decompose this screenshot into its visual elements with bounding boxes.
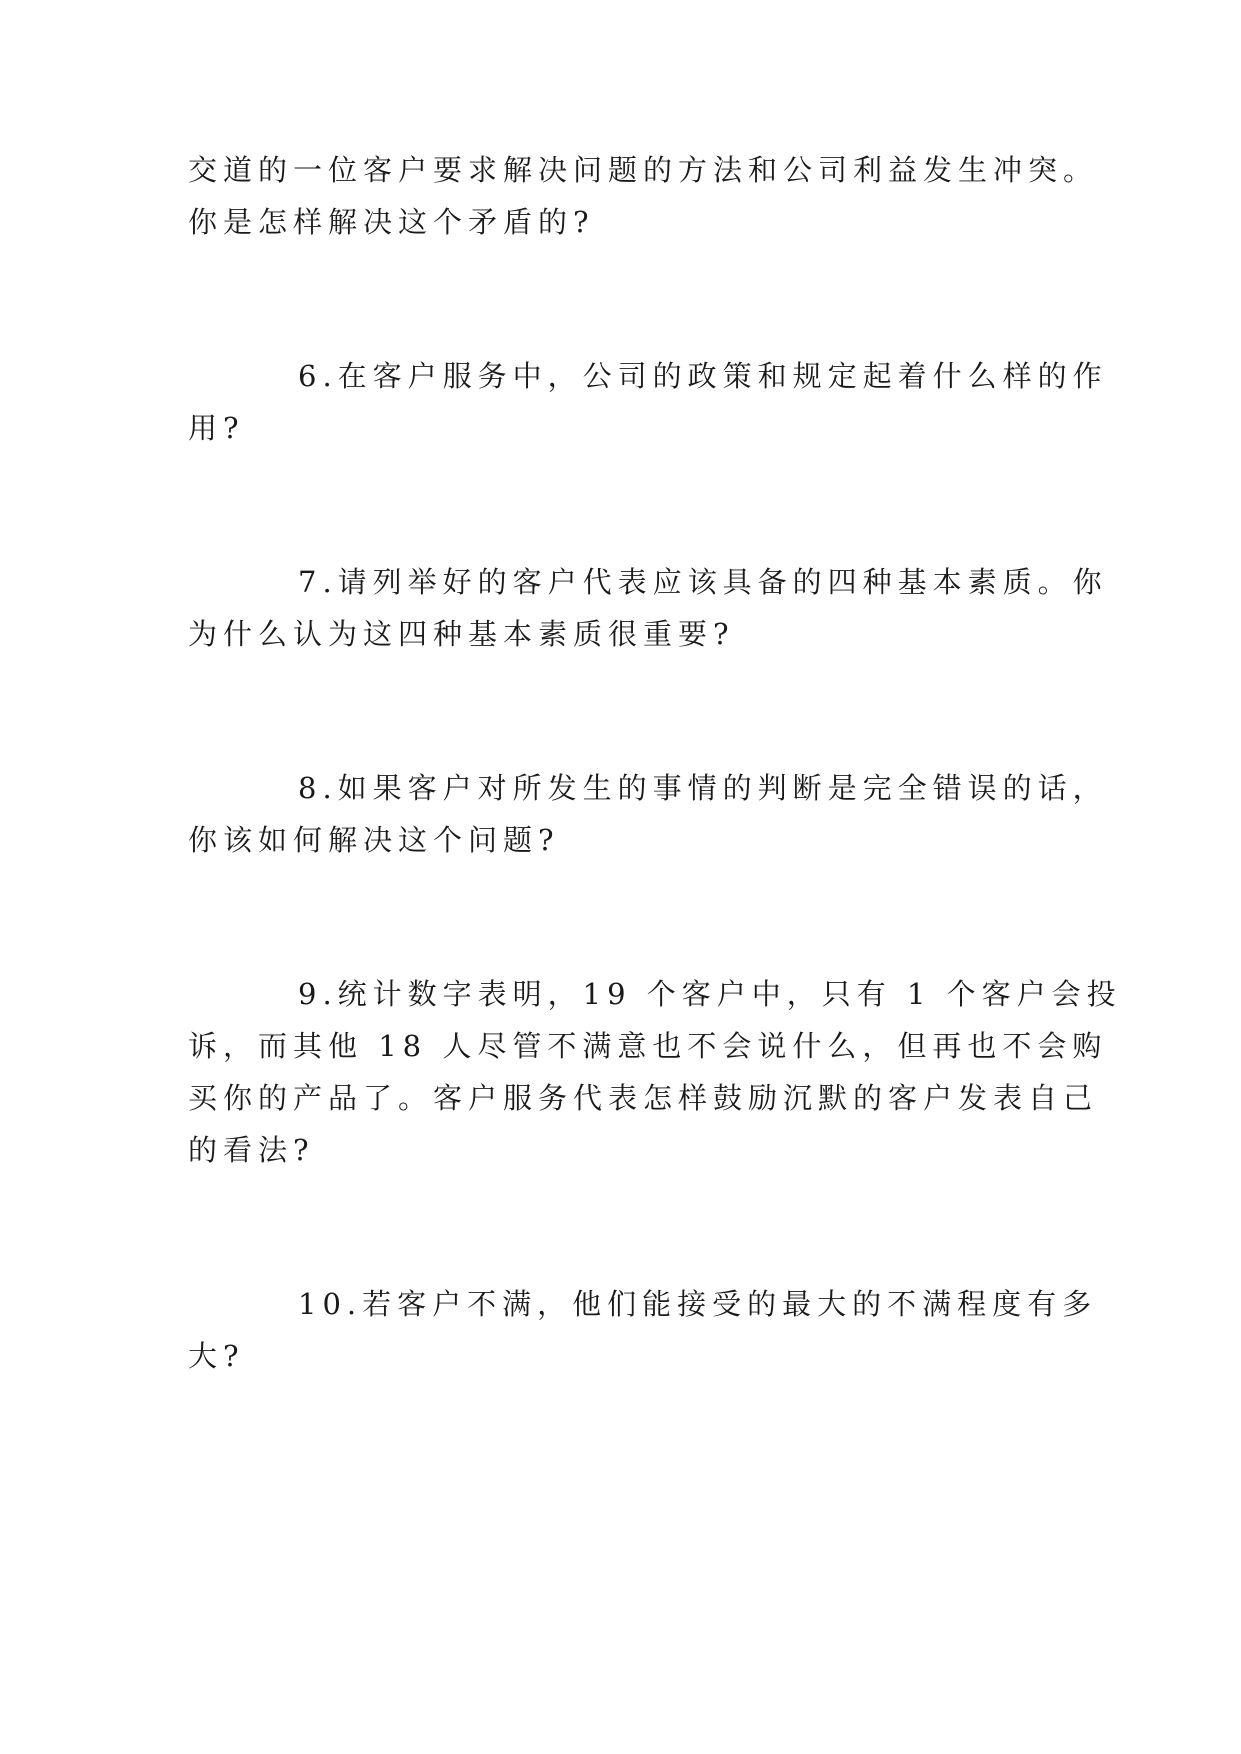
question-7-line-1: 7.请列举好的客户代表应该具备的四种基本素质。你: [298, 565, 1108, 599]
text-line: 为什么认为这四种基本素质很重要?: [188, 617, 735, 651]
question-6-line-1: 6.在客户服务中，公司的政策和规定起着什么样的作: [298, 359, 1108, 393]
text-line: 买你的产品了。客户服务代表怎样鼓励沉默的客户发表自己: [188, 1081, 1099, 1115]
text-line: 用?: [188, 411, 245, 445]
question-10-line-1: 10.若客户不满，他们能接受的最大的不满程度有多: [298, 1287, 1098, 1321]
text-line: 的看法?: [188, 1133, 315, 1167]
question-9-line-1: 9.统计数字表明，19 个客户中，只有 1 个客户会投: [298, 977, 1122, 1011]
question-8-line-1: 8.如果客户对所发生的事情的判断是完全错误的话，: [298, 771, 1108, 805]
text-line: 大?: [188, 1339, 245, 1373]
text-line: 交道的一位客户要求解决问题的方法和公司利益发生冲突。: [188, 153, 1099, 187]
text-line: 你是怎样解决这个矛盾的?: [188, 205, 595, 239]
text-line: 你该如何解决这个问题?: [188, 823, 560, 857]
text-line: 诉，而其他 18 人尽管不满意也不会说什么，但再也不会购: [188, 1029, 1108, 1063]
